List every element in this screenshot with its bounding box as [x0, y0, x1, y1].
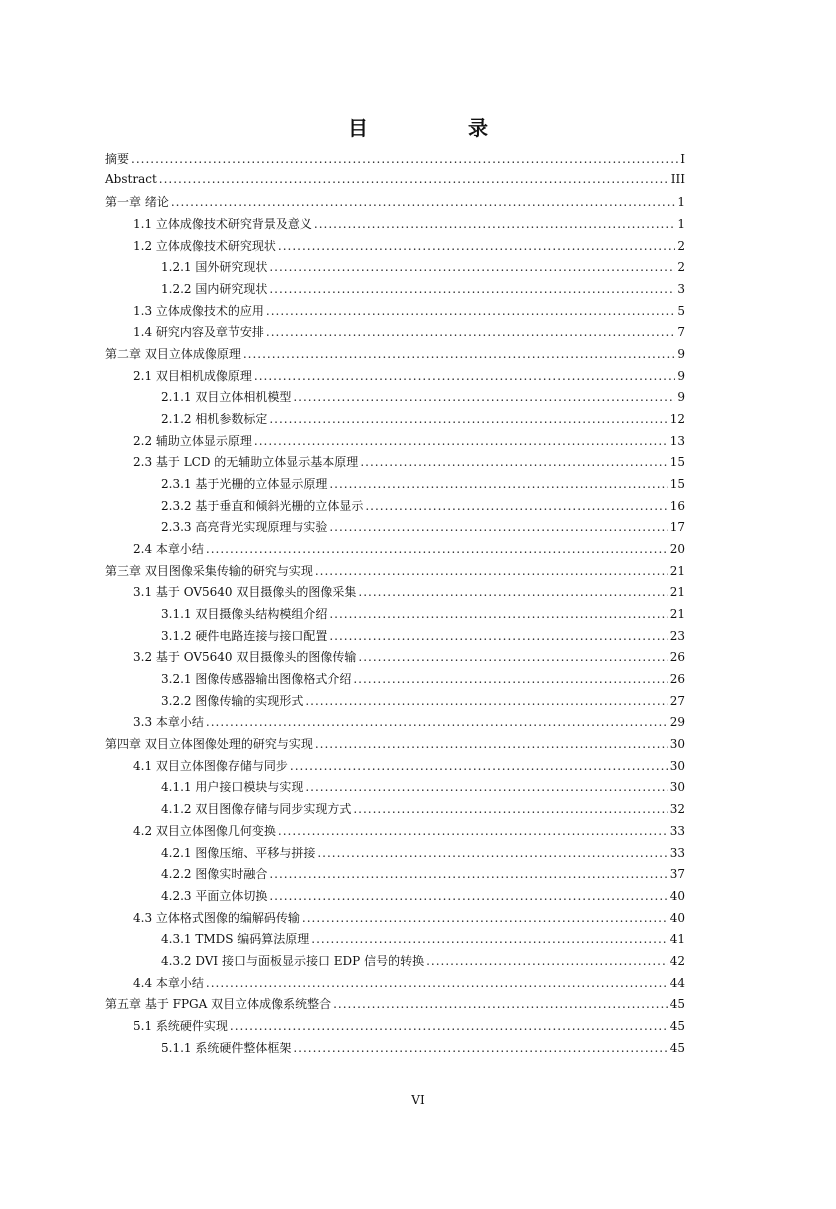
toc-entry-page: 45	[669, 1040, 685, 1055]
toc-entry-title: 2.3 基于 LCD 的无辅助立体显示基本原理	[133, 455, 359, 470]
toc-entry[interactable]	[105, 692, 685, 714]
toc-entry[interactable]	[105, 844, 685, 866]
toc-entry-title: 4.2.3 平面立体切换	[161, 888, 268, 903]
toc-entry-title: 1.2.2 国内研究现状	[161, 282, 268, 297]
toc-entry-title: Abstract	[105, 171, 157, 186]
toc-dot-leader	[333, 997, 668, 1011]
toc-entry-title: 4.1.2 双目图像存储与同步实现方式	[161, 802, 352, 817]
toc-entry-title: 3.3 本章小结	[133, 715, 204, 730]
toc-entry-title: 4.1 双目立体图像存储与同步	[133, 758, 288, 773]
toc-dot-leader	[293, 1041, 667, 1055]
toc-entry-page: 21	[669, 563, 685, 578]
toc-entry[interactable]	[105, 540, 685, 562]
toc-entry-page: 33	[669, 845, 685, 860]
toc-entry-page: 40	[669, 888, 685, 903]
toc-entry-title: 4.3.2 DVI 接口与面板显示接口 EDP 信号的转换	[161, 953, 425, 968]
toc-entry-title: 2.1 双目相机成像原理	[133, 368, 252, 383]
toc-entry[interactable]	[105, 302, 685, 324]
toc-entry-page: 27	[669, 693, 685, 708]
toc-entry-title: 4.2.1 图像压缩、平移与拼接	[161, 845, 316, 860]
toc-entry-page: 23	[669, 628, 685, 643]
toc-entry[interactable]	[105, 757, 685, 779]
table-of-contents	[105, 150, 685, 1060]
toc-entry-title: 4.3 立体格式图像的编解码传输	[133, 910, 300, 925]
toc-entry-title: 3.2.2 图像传输的实现形式	[161, 693, 304, 708]
toc-entry[interactable]	[105, 995, 685, 1017]
toc-entry-page: 2	[677, 260, 685, 275]
toc-entry-page: 1	[677, 217, 685, 232]
toc-entry[interactable]	[105, 453, 685, 475]
toc-dot-leader	[278, 239, 675, 253]
toc-dot-leader	[131, 152, 678, 166]
toc-dot-leader	[293, 390, 675, 404]
toc-entry-page: 16	[669, 498, 685, 513]
toc-entry[interactable]	[105, 670, 685, 692]
toc-dot-leader	[365, 499, 667, 513]
toc-dot-leader	[358, 585, 667, 599]
toc-dot-leader	[314, 217, 675, 231]
toc-dot-leader	[315, 737, 668, 751]
toc-dot-leader	[329, 477, 667, 491]
toc-dot-leader	[358, 650, 667, 664]
toc-entry[interactable]	[105, 822, 685, 844]
toc-entry-title: 第四章 双目立体图像处理的研究与实现	[105, 737, 313, 752]
toc-entry-page: 29	[669, 715, 685, 730]
toc-entry[interactable]	[105, 172, 685, 194]
toc-entry[interactable]	[105, 1039, 685, 1061]
toc-entry[interactable]	[105, 952, 685, 974]
toc-entry-page: 30	[669, 780, 685, 795]
toc-entry-title: 2.4 本章小结	[133, 542, 204, 557]
toc-entry-page: 21	[669, 585, 685, 600]
toc-entry-title: 2.3.3 高亮背光实现原理与实验	[161, 520, 328, 535]
page-title: 目 录	[348, 116, 528, 140]
toc-entry-page: 5	[677, 303, 685, 318]
toc-dot-leader	[426, 954, 668, 968]
toc-entry-title: 2.3.1 基于光栅的立体显示原理	[161, 477, 328, 492]
toc-entry-title: 1.3 立体成像技术的应用	[133, 303, 264, 318]
toc-dot-leader	[254, 369, 675, 383]
toc-entry-title: 4.4 本章小结	[133, 975, 204, 990]
toc-entry[interactable]	[105, 497, 685, 519]
toc-entry-title: 4.3.1 TMDS 编码算法原理	[161, 932, 310, 947]
toc-entry-page: III	[670, 171, 685, 186]
toc-dot-leader	[206, 976, 668, 990]
toc-entry-page: 9	[677, 368, 685, 383]
toc-entry-page: 26	[669, 650, 685, 665]
toc-entry[interactable]	[105, 1017, 685, 1039]
toc-entry-page: 21	[669, 607, 685, 622]
toc-entry[interactable]	[105, 713, 685, 735]
toc-entry-page: 3	[677, 282, 685, 297]
toc-entry-page: 45	[669, 1018, 685, 1033]
toc-entry-title: 3.2 基于 OV5640 双目摄像头的图像传输	[133, 650, 357, 665]
toc-entry-title: 1.4 研究内容及章节安排	[133, 325, 264, 340]
toc-dot-leader	[353, 802, 667, 816]
toc-entry-title: 第五章 基于 FPGA 双目立体成像系统整合	[105, 997, 332, 1012]
toc-entry[interactable]	[105, 605, 685, 627]
toc-entry-page: 13	[669, 433, 685, 448]
toc-entry[interactable]	[105, 583, 685, 605]
toc-dot-leader	[243, 347, 676, 361]
toc-dot-leader	[159, 172, 669, 186]
toc-entry-page: 9	[677, 347, 685, 362]
toc-entry-title: 4.1.1 用户接口模块与实现	[161, 780, 304, 795]
toc-dot-leader	[269, 889, 667, 903]
toc-entry-title: 第三章 双目图像采集传输的研究与实现	[105, 563, 313, 578]
toc-entry[interactable]	[105, 930, 685, 952]
toc-entry[interactable]	[105, 778, 685, 800]
toc-dot-leader	[311, 932, 667, 946]
toc-entry-title: 第一章 绪论	[105, 195, 169, 210]
toc-entry[interactable]	[105, 562, 685, 584]
toc-entry-title: 1.1 立体成像技术研究背景及意义	[133, 217, 312, 232]
toc-entry-page: 32	[669, 802, 685, 817]
toc-entry-title: 1.2 立体成像技术研究现状	[133, 238, 276, 253]
toc-entry-page: 44	[669, 975, 685, 990]
toc-entry[interactable]	[105, 432, 685, 454]
page-number: VI	[411, 1093, 425, 1107]
toc-entry-title: 4.2 双目立体图像几何变换	[133, 823, 276, 838]
toc-entry-title: 1.2.1 国外研究现状	[161, 260, 268, 275]
toc-entry[interactable]	[105, 800, 685, 822]
toc-entry-page: 40	[669, 910, 685, 925]
toc-entry-title: 3.2.1 图像传感器输出图像格式介绍	[161, 672, 352, 687]
toc-dot-leader	[266, 304, 675, 318]
toc-entry-page: 33	[669, 823, 685, 838]
toc-dot-leader	[171, 195, 676, 209]
toc-entry[interactable]	[105, 215, 685, 237]
toc-dot-leader	[278, 824, 668, 838]
toc-entry-page: 45	[669, 997, 685, 1012]
toc-entry[interactable]	[105, 410, 685, 432]
toc-entry-page: 20	[669, 542, 685, 557]
toc-entry[interactable]	[105, 150, 685, 172]
toc-dot-leader	[206, 542, 668, 556]
toc-entry[interactable]	[105, 887, 685, 909]
toc-entry-page: 15	[669, 455, 685, 470]
toc-dot-leader	[305, 694, 667, 708]
toc-dot-leader	[290, 759, 668, 773]
toc-entry-page: 12	[669, 412, 685, 427]
toc-entry[interactable]	[105, 735, 685, 757]
toc-dot-leader	[206, 715, 668, 729]
toc-entry-page: 7	[677, 325, 685, 340]
toc-entry-title: 2.3.2 基于垂直和倾斜光栅的立体显示	[161, 498, 364, 513]
toc-entry[interactable]	[105, 345, 685, 367]
toc-entry[interactable]	[105, 627, 685, 649]
toc-entry-page: 41	[669, 932, 685, 947]
toc-entry-title: 摘要	[105, 152, 130, 166]
toc-entry[interactable]	[105, 323, 685, 345]
toc-entry-page: 17	[669, 520, 685, 535]
toc-dot-leader	[305, 780, 667, 794]
toc-dot-leader	[266, 325, 675, 339]
toc-entry-title: 3.1 基于 OV5640 双目摄像头的图像采集	[133, 585, 357, 600]
toc-dot-leader	[329, 607, 667, 621]
toc-dot-leader	[317, 846, 667, 860]
toc-dot-leader	[360, 455, 667, 469]
toc-entry[interactable]	[105, 237, 685, 259]
toc-entry-title: 3.1.1 双目摄像头结构模组介绍	[161, 607, 328, 622]
toc-entry[interactable]	[105, 475, 685, 497]
toc-entry-page: 42	[669, 953, 685, 968]
toc-entry-page: I	[680, 152, 685, 166]
toc-entry-title: 2.1.1 双目立体相机模型	[161, 390, 292, 405]
toc-entry[interactable]	[105, 865, 685, 887]
toc-entry-title: 2.1.2 相机参数标定	[161, 412, 268, 427]
toc-entry-title: 3.1.2 硬件电路连接与接口配置	[161, 628, 328, 643]
toc-entry-page: 26	[669, 672, 685, 687]
toc-entry[interactable]	[105, 193, 685, 215]
toc-entry-page: 9	[677, 390, 685, 405]
toc-entry-title: 4.2.2 图像实时融合	[161, 867, 268, 882]
toc-dot-leader	[254, 434, 668, 448]
toc-entry-title: 5.1.1 系统硬件整体框架	[161, 1040, 292, 1055]
toc-dot-leader	[269, 412, 667, 426]
toc-entry[interactable]	[105, 280, 685, 302]
toc-dot-leader	[329, 520, 667, 534]
toc-entry[interactable]	[105, 974, 685, 996]
toc-dot-leader	[269, 867, 667, 881]
toc-entry-page: 1	[677, 195, 685, 210]
toc-entry-page: 2	[677, 238, 685, 253]
toc-dot-leader	[329, 629, 667, 643]
toc-entry[interactable]	[105, 367, 685, 389]
toc-entry[interactable]	[105, 258, 685, 280]
toc-dot-leader	[269, 282, 675, 296]
toc-dot-leader	[315, 564, 668, 578]
toc-dot-leader	[302, 911, 668, 925]
toc-entry-page: 15	[669, 477, 685, 492]
toc-entry-page: 30	[669, 737, 685, 752]
toc-entry[interactable]	[105, 518, 685, 540]
toc-entry-page: 37	[669, 867, 685, 882]
toc-entry[interactable]	[105, 909, 685, 931]
toc-entry-title: 5.1 系统硬件实现	[133, 1018, 228, 1033]
toc-dot-leader	[269, 260, 675, 274]
toc-entry[interactable]	[105, 388, 685, 410]
toc-entry-title: 第二章 双目立体成像原理	[105, 347, 241, 362]
toc-entry[interactable]	[105, 648, 685, 670]
toc-dot-leader	[353, 672, 667, 686]
toc-dot-leader	[230, 1019, 668, 1033]
toc-entry-title: 2.2 辅助立体显示原理	[133, 433, 252, 448]
toc-entry-page: 30	[669, 758, 685, 773]
